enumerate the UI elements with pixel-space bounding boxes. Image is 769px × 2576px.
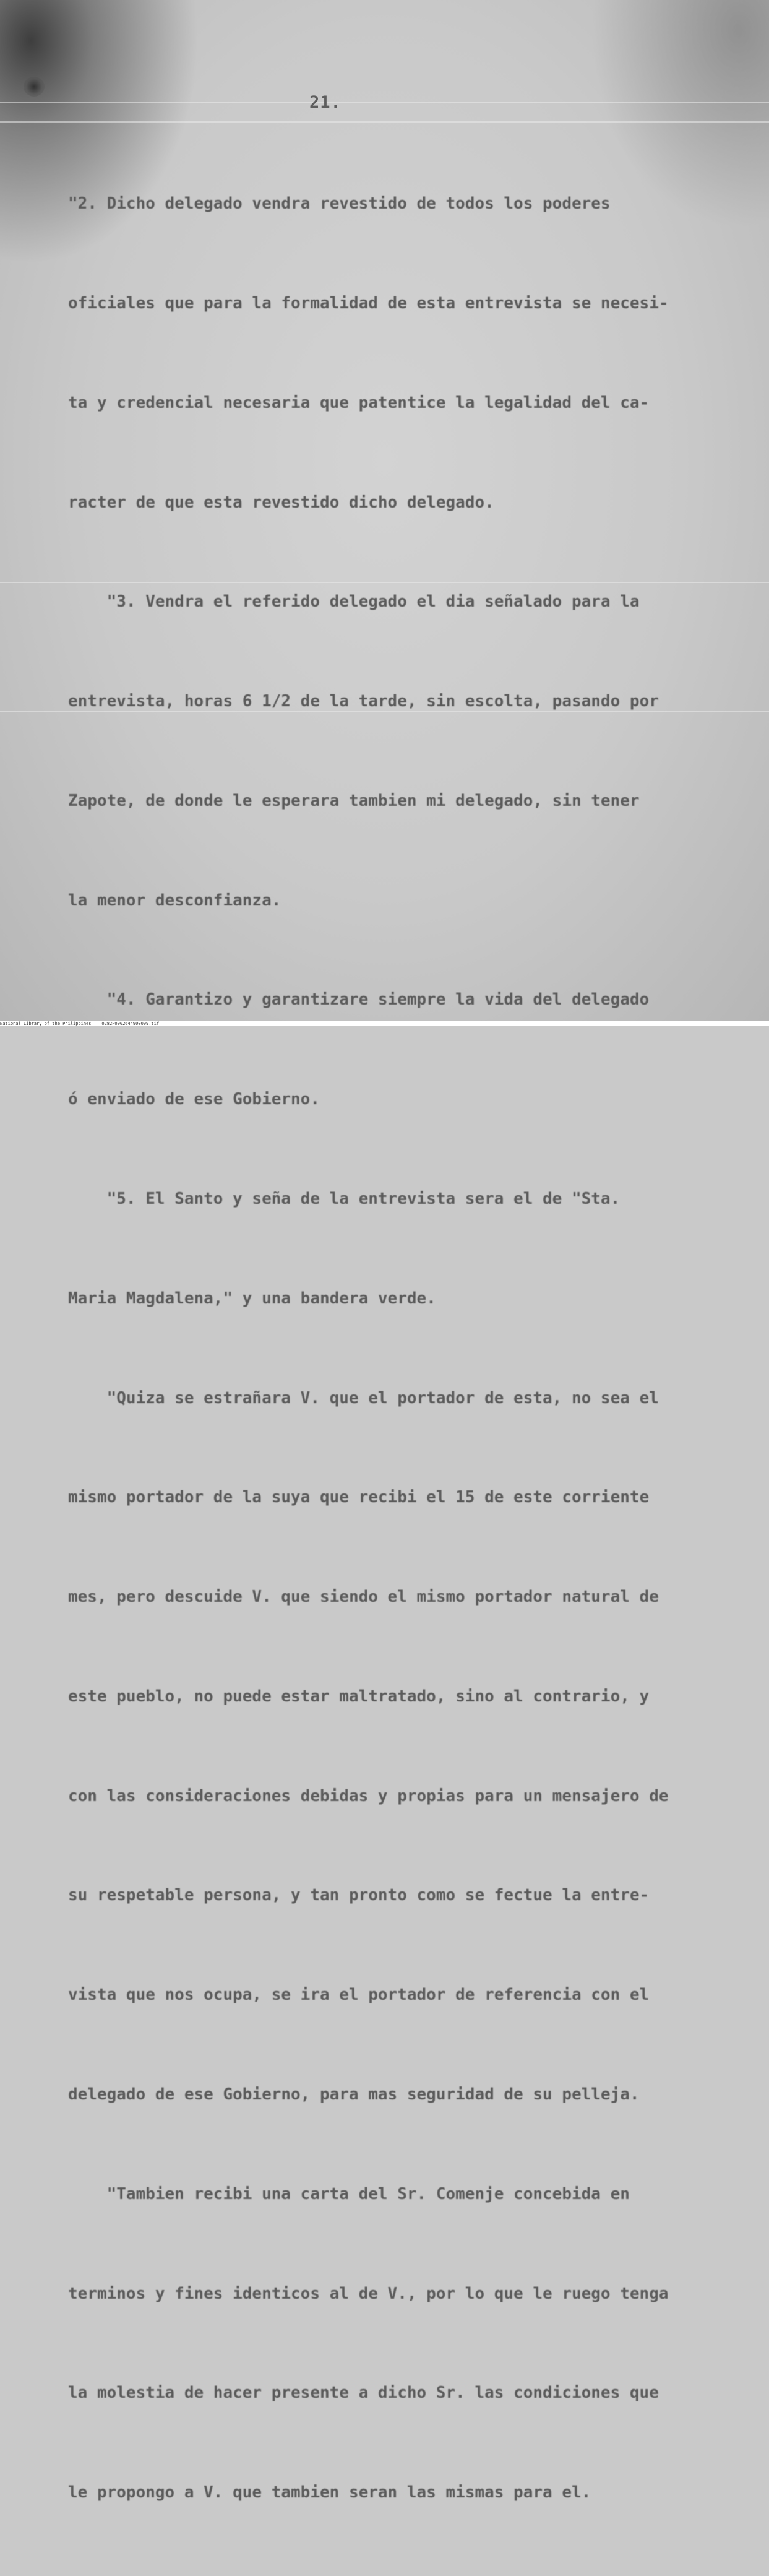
- page-number: 21.: [309, 93, 342, 112]
- text-line: "2. Dicho delegado vendra revestido de todos los poderes: [68, 194, 611, 214]
- text-line: con las consideraciones debidas y propias para un mensajero de: [68, 1786, 669, 1805]
- text-line: oficiales que para la formalidad de esta entrevista se necesi-: [68, 293, 669, 313]
- text-line: "4. Garantizo y garantizare siempre la vida del delegado: [68, 990, 650, 1009]
- text-line: mismo portador de la suya que recibi el 15 de este corriente: [68, 1488, 650, 1507]
- scan-footer: National Library of the Philippines 0282P0002644900009.tif: [0, 1021, 769, 1026]
- text-line: terminos y fines identicos al de V., por lo que le ruego tenga: [68, 2284, 669, 2303]
- text-line: ó enviado de ese Gobierno.: [68, 1090, 320, 1109]
- text-line: mes, pero descuide V. que siendo el mismo portador natural de: [68, 1588, 659, 1607]
- text-line: "3. Vendra el referido delegado el dia señalado para la: [68, 592, 640, 612]
- text-line: le propongo a V. que tambien seran las mismas para el.: [68, 2483, 591, 2502]
- text-line: "Tambien recibi una carta del Sr. Comenje concebida en: [68, 2184, 630, 2203]
- text-line: Maria Magdalena," y una bandera verde.: [68, 1289, 436, 1308]
- text-line: "Quiza se estrañara V. que el portador de esta, no sea el: [68, 1388, 659, 1407]
- text-line: Zapote, de donde le esperara tambien mi delegado, sin tener: [68, 791, 640, 810]
- film-smudge: [24, 77, 45, 97]
- film-scratch-line: [0, 102, 769, 103]
- text-line: la menor desconfianza.: [68, 891, 281, 910]
- text-line: racter de que esta revestido dicho delegado.: [68, 493, 494, 512]
- text-line: delegado de ese Gobierno, para mas seguridad de su pelleja.: [68, 2085, 640, 2104]
- text-line: entrevista, horas 6 1/2 de la tarde, sin escolta, pasando por: [68, 692, 659, 711]
- text-line: este pueblo, no puede estar maltratado, sino al contrario, y: [68, 1687, 650, 1706]
- text-line: ta y credencial necesaria que patentice la legalidad del ca-: [68, 393, 650, 412]
- text-line: "5. El Santo y seña de la entrevista sera el de "Sta.: [68, 1190, 621, 1208]
- typewritten-body: [68, 121, 705, 2576]
- text-line: vista que nos ocupa, se ira el portador de referencia con el: [68, 1986, 650, 2005]
- text-line: la molestia de hacer presente a dicho Sr. las condiciones que: [68, 2384, 659, 2403]
- text-line: su respetable persona, y tan pronto como se fectue la entre-: [68, 1886, 650, 1905]
